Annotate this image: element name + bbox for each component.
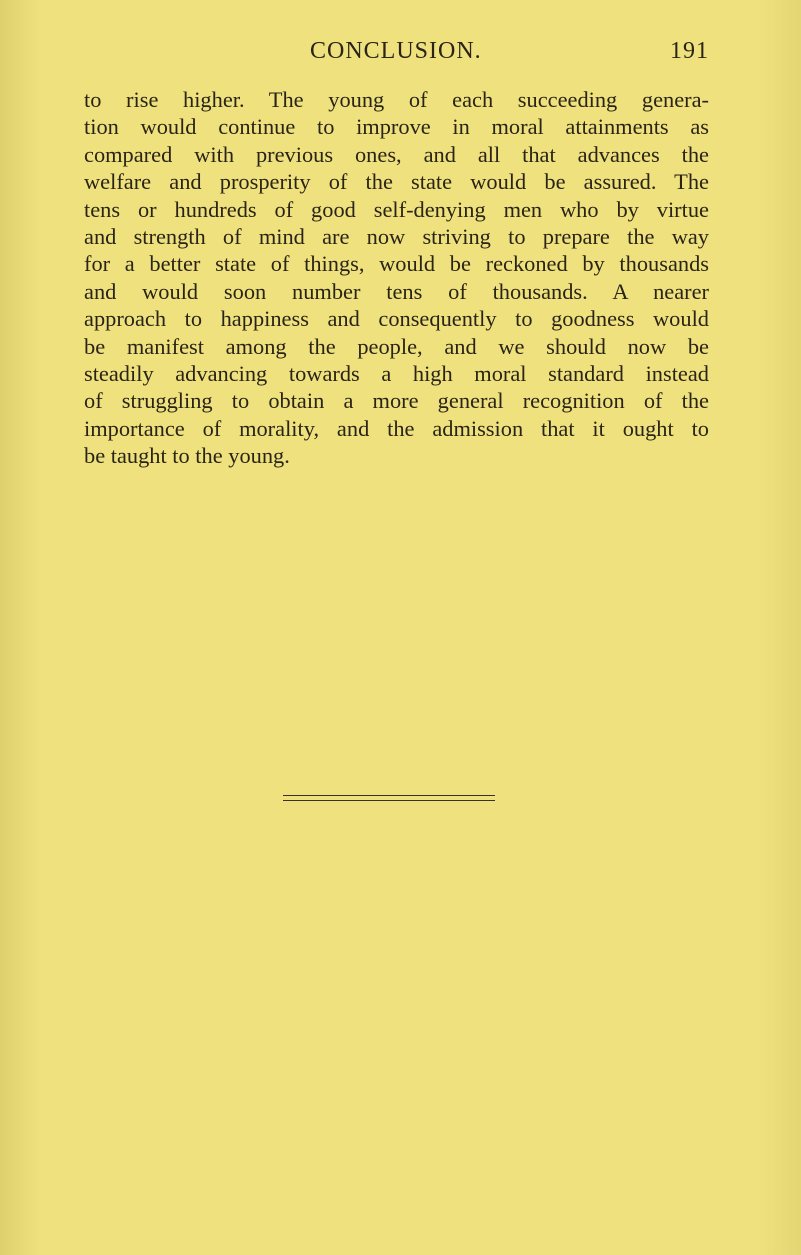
text-line: tion would continue to improve in moral attainments as bbox=[84, 114, 709, 140]
running-title: CONCLUSION. bbox=[310, 38, 482, 64]
text-line: to rise higher. The young of each succeeding genera- bbox=[84, 87, 709, 112]
page-number: 191 bbox=[670, 38, 709, 64]
text-line: be taught to the young. bbox=[84, 443, 290, 469]
text-line: for a better state of things, would be reckoned by thousands bbox=[84, 251, 709, 277]
end-rule-divider bbox=[283, 795, 495, 801]
text-line: steadily advancing towards a high moral standard instead bbox=[84, 360, 709, 386]
text-line: welfare and prosperity of the state would be assured. The bbox=[84, 169, 709, 195]
text-line: compared with previous ones, and all that advances the bbox=[84, 141, 709, 167]
text-line: be manifest among the people, and we should now be bbox=[84, 333, 709, 359]
text-line: and strength of mind are now striving to prepare the way bbox=[84, 223, 709, 249]
text-line: tens or hundreds of good self-denying men who by virtue bbox=[84, 196, 709, 222]
text-line: and would soon number tens of thousands. A nearer bbox=[84, 278, 709, 304]
running-head bbox=[84, 38, 709, 78]
text-line: importance of morality, and the admission that it ought to bbox=[84, 415, 709, 441]
text-line: approach to happiness and consequently to goodness would bbox=[84, 306, 709, 332]
text-line: of struggling to obtain a more general recognition of the bbox=[84, 388, 709, 414]
body-paragraph bbox=[84, 86, 709, 469]
